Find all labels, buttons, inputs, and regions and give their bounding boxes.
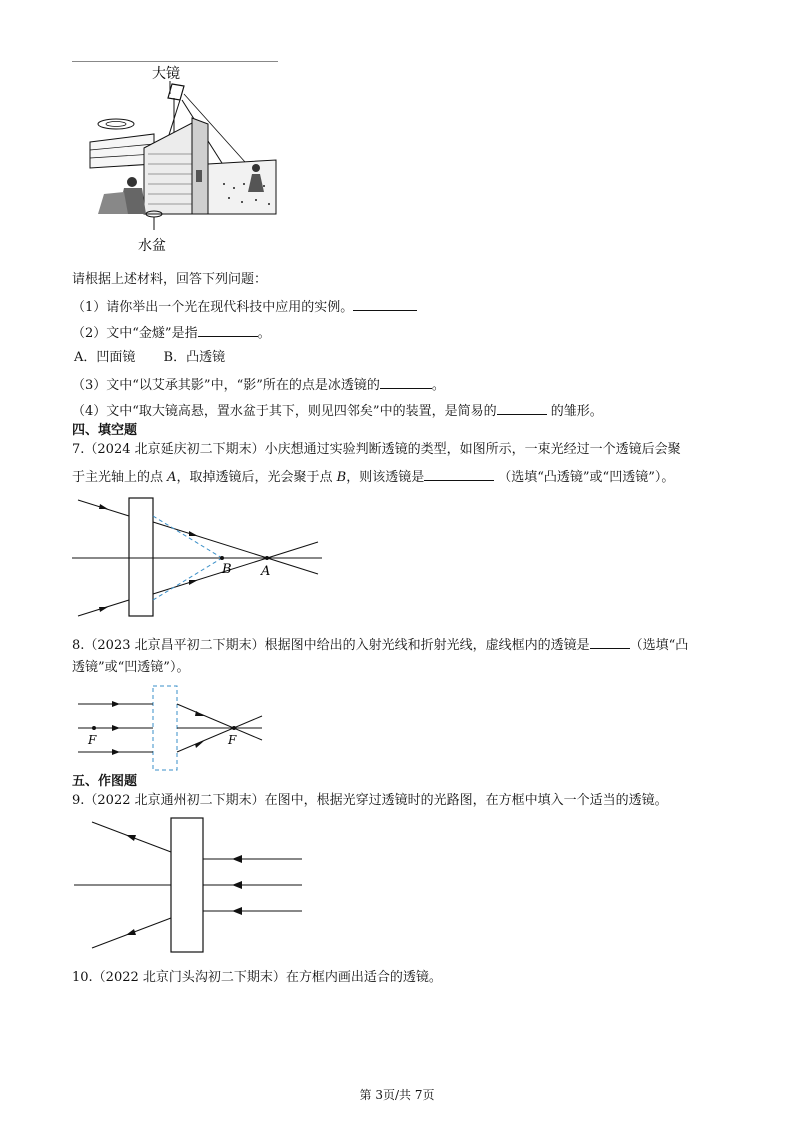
question-4 <box>72 400 603 422</box>
answer-blank <box>424 466 494 481</box>
question-1-text: （1）请你举出一个光在现代科技中应用的实例。 <box>72 300 354 315</box>
label-f-right: F <box>228 733 237 747</box>
label-f-left: F <box>88 733 97 747</box>
question-3-text: （3）文中“以艾承其影”中，“影”所在的点是冰透镜的 <box>72 378 380 393</box>
question-3 <box>72 374 445 396</box>
q7-line-2 <box>72 466 674 488</box>
q7-text-a: 于主光轴上的点 <box>72 470 168 485</box>
top-rule <box>72 61 278 62</box>
q8-figure <box>72 684 268 774</box>
question-1 <box>72 296 417 318</box>
label-a: A <box>261 564 271 579</box>
tower-illustration <box>84 64 284 260</box>
answer-blank <box>198 322 258 337</box>
answer-blank <box>590 634 630 649</box>
q9-line-1: 9.（2022 北京通州初二下期末）在图中，根据光穿过透镜时的光路图，在方框中填入一个适当的透镜。 <box>72 793 668 808</box>
section-4-title: 四、填空题 <box>72 423 138 438</box>
q8-line-1 <box>72 634 688 656</box>
q7-figure <box>72 492 328 622</box>
question-4-end: 的雏形。 <box>546 404 603 419</box>
q7-line-1: 7.（2024 北京延庆初二下期末）小庆想通过实验判断透镜的类型，如图所示，一束光经过一个透镜后会聚 <box>72 442 681 457</box>
answer-blank <box>497 400 547 415</box>
question-2-end: 。 <box>257 326 271 341</box>
answer-blank <box>380 374 432 389</box>
point-b-ref: B <box>336 470 347 485</box>
question-2 <box>72 322 271 344</box>
q8-line-2: 透镜”或“凹透镜”）。 <box>72 660 190 675</box>
label-b: B <box>222 562 232 577</box>
page-footer: 第 3页/共 7页 <box>359 1088 435 1102</box>
option-a: A．凹面镜 <box>74 350 136 365</box>
q7-text-d: （选填“凸透镜”或“凹透镜”）。 <box>498 470 675 485</box>
answer-blank <box>353 296 417 311</box>
question-4-text: （4）文中“取大镜高悬，置水盆于其下，则见四邻矣”中的装置，是简易的 <box>72 404 497 419</box>
section-5-title: 五、作图题 <box>72 774 138 789</box>
point-a-ref: A <box>167 470 177 485</box>
q8-text-end: （选填“凸 <box>629 638 689 653</box>
question-2-text: （2）文中“金燧”是指 <box>72 326 198 341</box>
q10-line-1: 10.（2022 北京门头沟初二下期末）在方框内画出适合的透镜。 <box>72 970 442 985</box>
q8-text: 8.（2023 北京昌平初二下期末）根据图中给出的入射光线和折射光线，虚线框内的透镜是 <box>72 638 590 653</box>
q7-text-c: ，则该透镜是 <box>346 470 425 485</box>
label-top: 大镜 <box>152 66 180 82</box>
q7-text-b: ，取掉透镜后，光会聚于点 <box>176 470 337 485</box>
option-b: B．凸透镜 <box>163 350 226 365</box>
question-3-end: 。 <box>431 378 445 393</box>
material-prompt: 请根据上述材料，回答下列问题： <box>72 272 268 287</box>
question-2-options <box>74 348 225 368</box>
label-bottom: 水盆 <box>138 238 166 254</box>
q9-figure <box>72 816 308 956</box>
